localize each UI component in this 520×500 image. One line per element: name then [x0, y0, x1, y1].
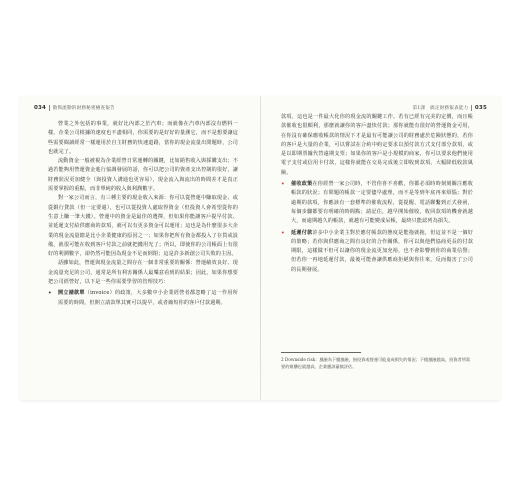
left-page-body	[48, 120, 238, 308]
left-page-number: 034	[34, 105, 47, 111]
paragraph: 流動資金一般被視為企業經營日常運轉的關鍵，比如銷售收入與採購支出；不過若能夠用營運資金進行協調發展的話，你可以把公司的資產支出控制的很好，讓財務狀況更加健全（與投資人溝通也更容易），現金流入與流出的時間差才是真正需要掌握的重點，而非單純的收入與利潤數字。	[48, 158, 238, 193]
header-divider	[471, 105, 472, 111]
bullet-body: 在你經營一家公司時，不管你喜不喜歡，你都必須時時刻刻關注應收帳款的狀況；有問題的帳款一定要儘早處理，而不是等到年底再來煩惱；對於逾期的款項，你應該有一套標準的催收流程，從提醒、電話聯繫到正式發函，每個步驟都要有明確的時間點；請記住，越早開始催收，收回款項的機會就越大，而逾期越久的帳款，就越有可能變成呆帳，最終只能認列為損失。	[291, 181, 473, 225]
right-page	[261, 96, 501, 400]
left-running-header	[34, 104, 115, 112]
footnote-number: 2	[281, 357, 284, 362]
book-spread	[20, 96, 500, 400]
bullet-body: （invoice）的政策，大多數中小企業經營者都忽略了這一作用所需要的時間，但開立請款單其實可以提早，或者縮短你的客戶付款週期。	[58, 290, 238, 306]
bullet-key: 開立請款單	[58, 290, 85, 297]
footnote-rule	[281, 352, 361, 353]
right-running-head: 第1課 搞定財務報表能力	[412, 106, 469, 111]
paragraph: 款項，這也是一件最大化你的現金流的關鍵工作。若有已經有完美的定價，而且帳款催收也很順利，那麼就讓你的客戶盡快付款；那你就能有很好的營運資金可用，在你沒有確保應收帳款的情況下才是最有可能讓公司的財務處於危險狀態的，若你的客戶是大量的企業，可以嘗試在合約中約定要求以預付款方式支付部分款項，或是以即期票據代替遠期支票；如果你的客戶是小規模的商家，你可以要求他們使用電子支付或信用卡付款，這樣你就能在交易完成後立即收到款項，大幅降低收款風險。	[281, 114, 473, 176]
bullet-item	[48, 289, 238, 308]
bullet-body: 許多中小企業主對於應付帳款的態度是能拖就拖，但這並不是一個好的策略；若你與供應商之間有良好的合作關係，你可以與他們協商更長的付款期限，這樣做不但可以讓你的現金流更加充裕，也不會影響到你的商業信譽；但若你一再地延遲付款，最後可能會讓供應商拒絕與你往來，反而傷害了公司的長期發展。	[291, 229, 473, 273]
bullet-item	[281, 229, 473, 275]
bullet-icon: •	[281, 229, 285, 237]
paragraph: 對一家公司而言，有三種主要的現金收入來源：你可以從營運中賺取現金、或從銀行貸款（但一定要還），也可以從投資人處取得資金（但投資人會希望從你的生意上賺一筆大錢）。營運中的資金是最佳的選擇，但如果你能讓客戶提早付款、並延遲支付給供應商的款項，就可以有更多資金可以運用；這也是為什麼很多大企業的現金流量總是比小企業健康的原因之一；如果你把所有資金都投入了存貨或設備，就很可能在收到客戶付款之前就把錢用光了；所以，即使你的公司帳面上有很好的利潤數字，卻仍然可能因為現金不足而倒閉；這是許多新創公司失敗的主因。	[48, 195, 238, 258]
bullet-text	[58, 289, 238, 308]
right-page-body	[281, 113, 473, 275]
left-running-head: 散佈流動的財務秘密檢查報告	[52, 106, 115, 111]
footnote-text: Downside risk：風險為下檔風險，指投資或營運可能造成損失的情況；下檔風險越高，投資者所需要的報酬也就越高，企業應該審慎評估。	[281, 357, 471, 369]
bullet-icon: •	[48, 290, 52, 298]
bullet-key: 催收政策	[291, 181, 313, 188]
paragraph: 營業之外包括的事業，就好比內部之於汽車；而就像在汽車內部沒有燃料一樣，企業公司根據的速度也不盡相同，你需要的是好好的量測它，而不是想要讓這些需要閱讀經常一樣運用於自主財務的快速道路，當你的現金流量出問題時，公司也就完了。	[48, 121, 238, 155]
header-divider	[49, 105, 50, 111]
bullet-item	[281, 180, 473, 226]
right-running-header	[413, 104, 487, 112]
footnote	[281, 356, 473, 370]
right-page-number: 035	[474, 105, 487, 111]
bullet-icon: •	[281, 181, 285, 189]
bullet-text	[291, 229, 473, 275]
bullet-key: 延遲付款	[291, 229, 313, 236]
paragraph: 話雖如此，營運與現金流量之間存在一個非常重要的關係：營運績效良好、現金流量充足的公司，通常是所有利害關係人最樂意看到的結果；因此，如果你想要把公司經營好，以下是一些你需要學習的管理技巧：	[48, 260, 238, 286]
left-page	[20, 96, 260, 400]
bullet-text	[291, 180, 473, 226]
